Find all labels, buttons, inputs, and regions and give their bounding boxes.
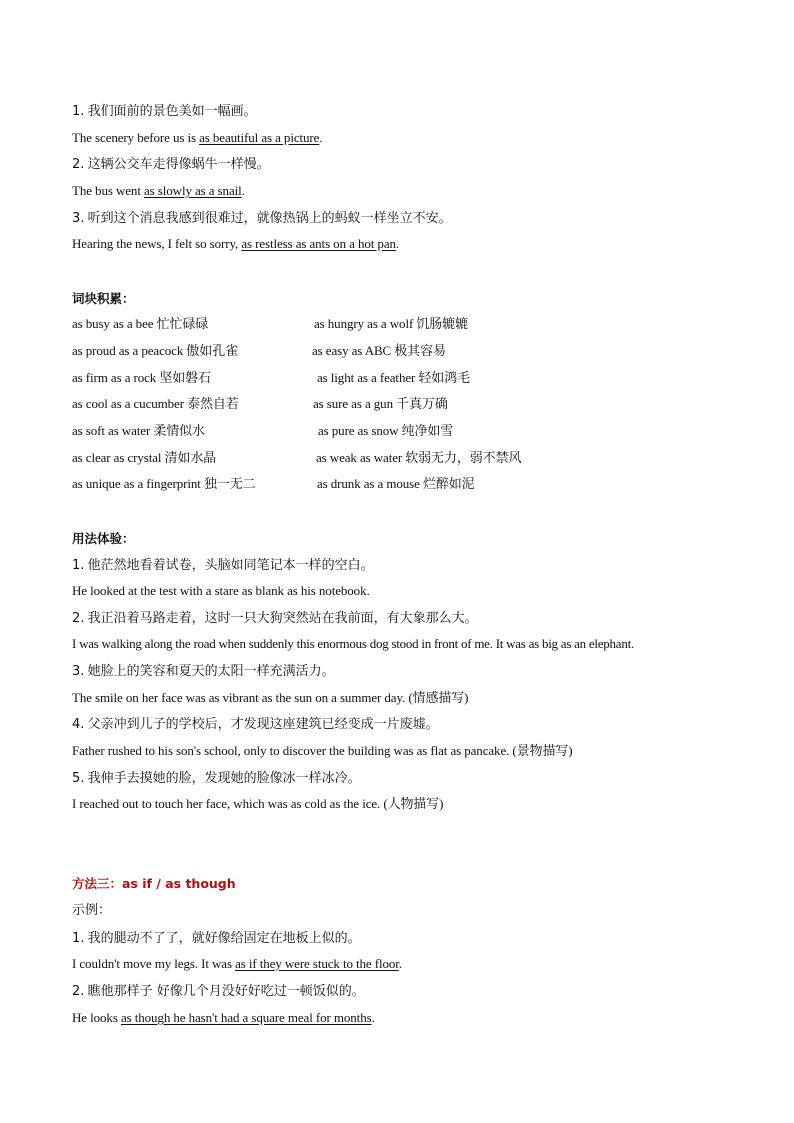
item-number: 2.: [72, 611, 85, 626]
vocab-row: [72, 450, 522, 466]
vocab-right: as sure as a gun 千真万确: [313, 396, 448, 411]
vocab-right: as weak as water 软弱无力，弱不禁风: [316, 450, 522, 465]
item-number: 5.: [72, 771, 85, 786]
chinese-sentence: 我们面前的景色美如一幅画。: [87, 104, 257, 119]
vocab-row: [72, 396, 448, 412]
vocab-row: [72, 343, 446, 359]
english-sentence: The smile on her face was as vibrant as the sun on a summer day. (情感描写): [72, 690, 469, 705]
item-number: 4.: [72, 717, 85, 732]
punctuation: .: [319, 130, 323, 145]
punctuation: .: [398, 956, 402, 971]
underlined-phrase: as restless as ants on a hot pan: [241, 236, 396, 251]
english-sentence: Hearing the news, I felt so sorry,: [72, 236, 242, 251]
example-2-en: [72, 183, 245, 199]
example-2-cn: [72, 156, 270, 173]
punctuation: .: [241, 183, 245, 198]
vocab-row: [72, 423, 454, 439]
usage-1-en: [72, 583, 370, 599]
english-sentence: He looks: [72, 1010, 121, 1025]
usage-4-en: [72, 743, 572, 759]
vocab-right: as easy as ABC 极其容易: [312, 343, 446, 358]
item-number: 1.: [72, 931, 85, 946]
underlined-phrase: as if they were stuck to the floor: [235, 956, 399, 971]
usage-5-cn: [72, 770, 361, 787]
underlined-phrase: as though he hasn't had a square meal for months: [120, 1010, 372, 1025]
method3-2-en: [72, 1010, 375, 1026]
method3-1-cn: [72, 930, 361, 947]
chinese-sentence: 父亲冲到儿子的学校后，才发现这座建筑已经变成一片废墟。: [87, 717, 439, 732]
example-1-cn: [72, 103, 257, 120]
method3-1-en: [72, 956, 402, 972]
vocab-row: [72, 316, 468, 332]
item-number: 2.: [72, 157, 85, 172]
vocab-left: as busy as a bee 忙忙碌碌: [72, 316, 209, 331]
vocab-left: as proud as a peacock 傲如孔雀: [72, 343, 238, 358]
chinese-sentence: 我伸手去摸她的脸，发现她的脸像冰一样冰冷。: [87, 771, 361, 786]
usage-1-cn: [72, 557, 374, 574]
chinese-sentence: 我的腿动不了了，就好像给固定在地板上似的。: [87, 931, 361, 946]
english-sentence: I reached out to touch her face, which was as cold as the ice. (人物描写): [72, 796, 444, 811]
vocab-row: [72, 476, 475, 492]
english-sentence: Father rushed to his son's school, only to discover the building was as flat as pancake. (景物描写): [72, 743, 573, 758]
usage-4-cn: [72, 716, 439, 733]
item-number: 3.: [72, 664, 85, 679]
chinese-sentence: 这辆公交车走得像蜗牛一样慢。: [87, 157, 270, 172]
underlined-phrase: as beautiful as a picture: [199, 130, 320, 145]
method3-heading: 方法三：as if / as though: [72, 876, 236, 891]
chinese-sentence: 我正沿着马路走着，这时一只大狗突然站在我前面，有大象那么大。: [87, 611, 478, 626]
example-3-en: [72, 236, 399, 252]
item-number: 2.: [72, 984, 85, 999]
usage-3-en: [72, 690, 468, 706]
vocab-right: as hungry as a wolf 饥肠辘辘: [314, 316, 468, 331]
english-sentence: I was walking along the road when suddenly this enormous dog stood in front of me. It was as big as an elephant.: [72, 636, 634, 651]
vocab-left: as cool as a cucumber 泰然自若: [72, 396, 239, 411]
english-sentence: He looked at the test with a stare as blank as his notebook.: [72, 583, 370, 598]
usage-heading: 用法体验：: [72, 531, 135, 546]
vocab-right: as pure as snow 纯净如雪: [318, 423, 454, 438]
vocab-left: as soft as water 柔情似水: [72, 423, 205, 438]
vocab-left: as firm as a rock 坚如磐石: [72, 370, 211, 385]
punctuation: .: [395, 236, 400, 251]
item-number: 3.: [72, 211, 85, 226]
english-sentence: The scenery before us is: [72, 130, 200, 145]
chinese-sentence: 他茫然地看着试卷，头脑如同笔记本一样的空白。: [87, 558, 374, 573]
usage-2-cn: [72, 610, 478, 627]
vocab-left: as clear as crystal 清如水晶: [72, 450, 217, 465]
english-sentence: The bus went: [72, 183, 144, 198]
vocab-heading: 词块积累：: [72, 291, 135, 306]
item-number: 1.: [72, 104, 85, 119]
vocab-right: as drunk as a mouse 烂醉如泥: [317, 476, 475, 491]
example-3-cn: [72, 210, 452, 227]
vocab-left: as unique as a fingerprint 独一无二: [72, 476, 256, 491]
vocab-right: as light as a feather 轻如鸿毛: [317, 370, 470, 385]
punctuation: .: [371, 1010, 375, 1025]
example-1-en: [72, 130, 322, 146]
vocab-row: [72, 370, 470, 386]
chinese-sentence: 瞧他那样子 好像几个月没好好吃过一顿饭似的。: [87, 984, 365, 999]
usage-2-en: [72, 636, 634, 652]
chinese-sentence: 听到这个消息我感到很难过，就像热锅上的蚂蚁一样坐立不安。: [87, 211, 452, 226]
example-label: 示例：: [72, 903, 112, 918]
item-number: 1.: [72, 558, 85, 573]
method3-2-cn: [72, 983, 365, 1000]
usage-5-en: [72, 796, 443, 812]
chinese-sentence: 她脸上的笑容和夏天的太阳一样充满活力。: [87, 664, 335, 679]
english-sentence: I couldn't move my legs. It was: [72, 956, 236, 971]
underlined-phrase: as slowly as a snail: [144, 183, 242, 198]
usage-3-cn: [72, 663, 335, 680]
